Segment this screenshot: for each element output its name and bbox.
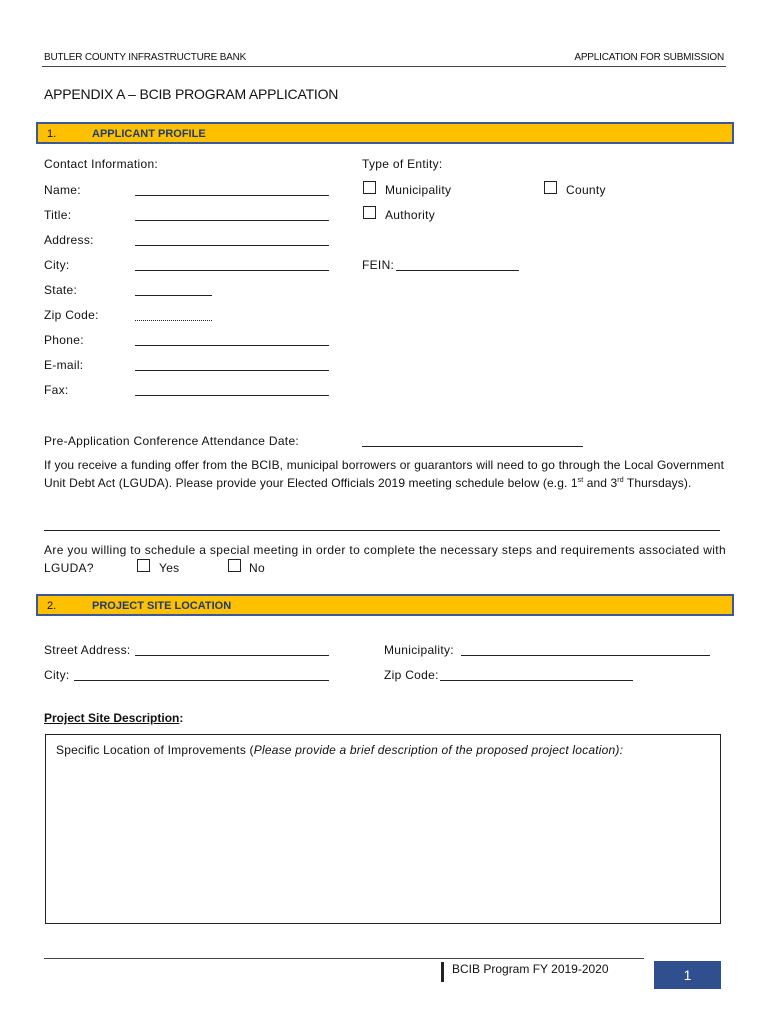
header-rule: [42, 66, 726, 67]
site-city-label: City:: [44, 668, 70, 682]
municipality-checkbox[interactable]: [363, 181, 376, 194]
description-heading-colon: :: [179, 711, 184, 725]
street-address-label: Street Address:: [44, 643, 131, 657]
no-label: No: [249, 561, 265, 575]
section-1-number: 1.: [47, 128, 57, 140]
description-prompt: [56, 743, 623, 757]
zip-label: Zip Code:: [44, 308, 99, 322]
section-1-header: [36, 122, 734, 144]
conference-date-field[interactable]: [362, 446, 583, 447]
site-city-field[interactable]: [74, 680, 329, 681]
fein-field[interactable]: [396, 270, 519, 271]
no-checkbox[interactable]: [228, 559, 241, 572]
header-doc-type: APPLICATION FOR SUBMISSION: [574, 52, 724, 63]
section-2-number: 2.: [47, 600, 57, 612]
section-2-header: [36, 594, 734, 616]
lguda-sup-rd: rd: [617, 476, 624, 484]
phone-field[interactable]: [135, 345, 329, 346]
email-field[interactable]: [135, 370, 329, 371]
footer-program: BCIB Program FY 2019-2020: [452, 962, 609, 976]
section-1-label: APPLICANT PROFILE: [92, 128, 206, 140]
county-checkbox[interactable]: [544, 181, 557, 194]
fax-label: Fax:: [44, 383, 69, 397]
yes-checkbox[interactable]: [137, 559, 150, 572]
address-label: Address:: [44, 233, 94, 247]
site-municipality-field[interactable]: [461, 655, 710, 656]
entity-type-heading: Type of Entity:: [362, 157, 443, 171]
authority-checkbox[interactable]: [363, 206, 376, 219]
project-description-box[interactable]: [45, 734, 721, 924]
address-field[interactable]: [135, 245, 329, 246]
footer-divider: [441, 962, 444, 982]
page-number: 1: [654, 961, 721, 989]
municipality-option-label: Municipality: [385, 183, 452, 197]
site-zip-label: Zip Code:: [384, 668, 439, 682]
site-municipality-label: Municipality:: [384, 643, 454, 657]
conference-date-label: Pre-Application Conference Attendance Date:: [44, 434, 300, 448]
authority-option-label: Authority: [385, 208, 436, 222]
street-address-field[interactable]: [135, 655, 329, 656]
yes-label: Yes: [159, 561, 180, 575]
fein-label: FEIN:: [362, 258, 395, 272]
lguda-paragraph: [44, 457, 724, 492]
title-field[interactable]: [135, 220, 329, 221]
footer-rule: [44, 958, 644, 959]
city-field[interactable]: [135, 270, 329, 271]
title-label: Title:: [44, 208, 72, 222]
phone-label: Phone:: [44, 333, 84, 347]
lguda-text-part1: If you receive a funding offer from the BCIB, municipal borrowers or guarantors will need to go through the Local Government Unit Debt Act (LGUDA). Please provide your Elected Officials 2019 meeting schedule below (e.g. 1: [44, 458, 724, 490]
site-zip-field[interactable]: [440, 680, 633, 681]
description-heading-text: Project Site Description: [44, 711, 180, 725]
fax-field[interactable]: [135, 395, 329, 396]
project-site-description-heading: [44, 711, 183, 725]
name-field[interactable]: [135, 195, 329, 196]
section-2-label: PROJECT SITE LOCATION: [92, 600, 232, 612]
special-meeting-question-end: LGUDA?: [44, 561, 94, 575]
state-field[interactable]: [135, 295, 212, 296]
header-org-name: BUTLER COUNTY INFRASTRUCTURE BANK: [44, 52, 247, 63]
lguda-text-part2: and 3: [583, 475, 618, 490]
city-label: City:: [44, 258, 70, 272]
county-option-label: County: [566, 183, 606, 197]
description-prompt-italic: Please provide a brief description of the proposed project location):: [253, 743, 624, 757]
lguda-sup-st: st: [577, 476, 584, 484]
special-meeting-question: Are you willing to schedule a special meeting in order to complete the necessary steps and requirements associated with: [44, 543, 726, 557]
description-prompt-prefix: Specific Location of Improvements (: [56, 743, 254, 757]
lguda-text-part3: Thursdays).: [623, 475, 692, 490]
contact-info-heading: Contact Information:: [44, 157, 159, 171]
meeting-schedule-field[interactable]: [44, 530, 720, 531]
name-label: Name:: [44, 183, 81, 197]
zip-field[interactable]: [135, 320, 212, 321]
state-label: State:: [44, 283, 78, 297]
email-label: E-mail:: [44, 358, 84, 372]
page-title: APPENDIX A – BCIB PROGRAM APPLICATION: [44, 86, 339, 102]
